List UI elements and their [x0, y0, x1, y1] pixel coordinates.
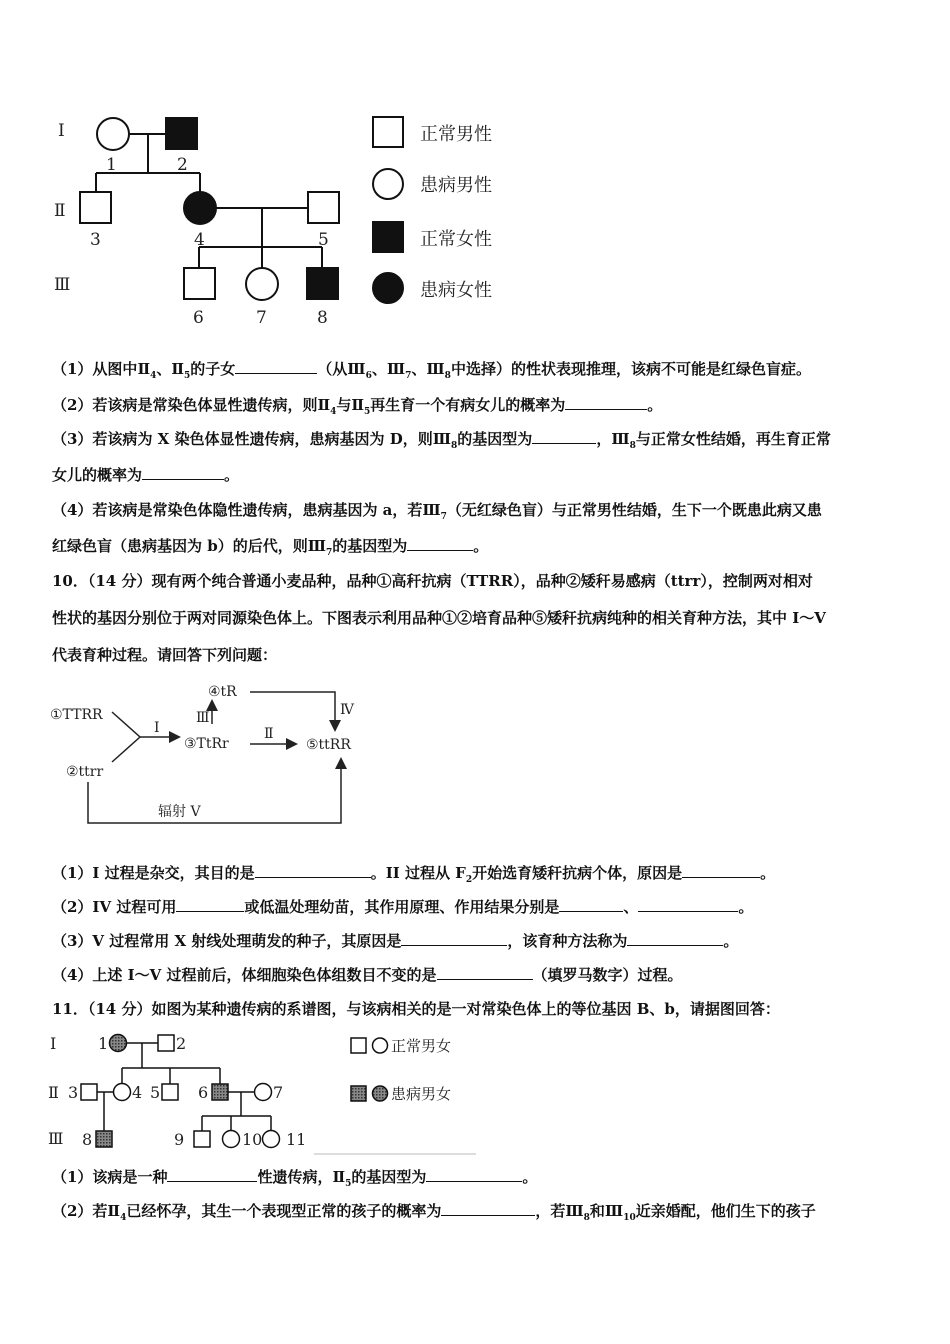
individual-II4-affected-female [184, 192, 216, 224]
legend-affected-female-symbol [373, 273, 403, 303]
gen-III: Ⅲ [48, 1129, 64, 1148]
gen-label-III: Ⅲ [54, 275, 71, 295]
q10-part2: （2）IV 过程可用 或低温处理幼苗，其作用原理、作用结果分别是 、 。 [52, 898, 754, 916]
number-1: 1 [106, 155, 117, 175]
num-11: 11 [286, 1130, 307, 1149]
q9-part4: （4）若该病是常染色体隐性遗传病，患病基因为 a，若$Ⅲ_7$（无红绿色盲）与正常男性结婚，生下一个既患此病又患 [52, 501, 822, 522]
legend-normal-male-symbol [373, 117, 403, 147]
num-8: 8 [82, 1130, 93, 1149]
answer-blank[interactable] [682, 862, 760, 878]
ind-II5-normal-male [162, 1084, 178, 1100]
ind-II6-affected-male [212, 1084, 228, 1100]
number-8: 8 [317, 308, 328, 328]
q10-line3: 代表育种过程。请回答下列问题： [52, 646, 278, 664]
process-I: I [154, 720, 160, 736]
ind-III10-normal-female [223, 1131, 240, 1148]
answer-blank[interactable] [565, 394, 647, 410]
q11-header: 11．（14 分）如图为某种遗传病的系谱图，与该病相关的是一对常染色体上的等位基因 B、b，请据图回答： [52, 1000, 780, 1018]
ind-III11-normal-female [263, 1131, 280, 1148]
answer-blank[interactable] [176, 896, 244, 912]
number-7: 7 [256, 308, 267, 328]
answer-blank[interactable] [407, 535, 473, 551]
num-4: 4 [132, 1083, 143, 1102]
number-6: 6 [193, 308, 204, 328]
legend-affected-male-symbol [351, 1086, 366, 1101]
legend-normal-male-symbol [351, 1038, 366, 1053]
gen-label-II: Ⅱ [54, 201, 66, 221]
node-4-tR: ④tR [208, 684, 237, 700]
legend-normal-female-symbol [373, 1038, 388, 1053]
ind-II4-normal-female [114, 1084, 131, 1101]
number-2: 2 [177, 155, 188, 175]
ind-I1-affected-female [110, 1035, 127, 1052]
ind-II3-normal-male [81, 1084, 97, 1100]
legend-normal-male: 正常男性 [420, 124, 492, 145]
node-2-ttrr: ②ttrr [66, 764, 104, 780]
legend-normal-female-symbol [373, 222, 403, 252]
answer-blank[interactable] [441, 1200, 535, 1216]
breeding-diagram [50, 676, 370, 826]
num-1: 1 [98, 1034, 109, 1053]
process-II: Ⅱ [264, 726, 274, 742]
number-5: 5 [318, 230, 329, 250]
num-3: 3 [68, 1083, 79, 1102]
q10-header: 10．（14 分）现有两个纯合普通小麦品种，品种①高秆抗病（TTRR），品种②矮秆易感病（ttrr），控制两对相对 [52, 572, 813, 590]
answer-blank[interactable] [167, 1166, 257, 1182]
q10-part3: （3）V 过程常用 X 射线处理萌发的种子，其原因是 ，该育种方法称为 。 [52, 932, 739, 950]
number-4: 4 [194, 230, 205, 250]
answer-blank[interactable] [638, 896, 738, 912]
answer-blank[interactable] [401, 930, 507, 946]
q10-line2: 性状的基因分别位于两对同源染色体上。下图表示利用品种①②培育品种⑤矮秆抗病纯种的相关育种方法，其中 I～V [52, 609, 826, 627]
legend-affected-label: 患病男女 [391, 1085, 452, 1103]
ind-III8-affected-male [96, 1131, 112, 1147]
num-5: 5 [150, 1083, 161, 1102]
answer-blank[interactable] [532, 428, 596, 444]
q10-part4: （4）上述 I～V 过程前后，体细胞染色体组数目不变的是 （填罗马数字）过程。 [52, 966, 683, 984]
legend-normal-label: 正常男女 [391, 1037, 452, 1055]
legend-normal-female: 正常女性 [420, 229, 492, 250]
individual-I1-normal-female [97, 118, 129, 150]
answer-blank[interactable] [235, 358, 317, 374]
individual-II3-normal-male [80, 192, 111, 223]
process-IV: Ⅳ [340, 702, 354, 718]
num-7: 7 [273, 1083, 284, 1102]
individual-III6-normal-male [184, 268, 215, 299]
q9-part2: （2）若该病是常染色体显性遗传病，则$Ⅱ_4$与$Ⅱ_5$再生育一个有病女儿的概率为 。 [52, 396, 663, 417]
answer-blank[interactable] [426, 1166, 522, 1182]
individual-I2-affected-male [166, 118, 197, 149]
q9-part3: （3）若该病为 X 染色体显性遗传病，患病基因为 D，则$Ⅲ_8$的基因型为 ，$Ⅲ_8$与正常女性结婚，再生育正常 [52, 430, 831, 451]
answer-blank[interactable] [142, 464, 224, 480]
q11-part2: （2）若$Ⅱ_4$已经怀孕，其生一个表现型正常的孩子的概率为 ，若$Ⅲ_8$和$Ⅲ_{10}$近亲婚配，他们生下的孩子 [52, 1202, 816, 1223]
num-6: 6 [198, 1083, 209, 1102]
gen-label-I: I [58, 121, 65, 141]
legend-affected-female: 患病女性 [420, 280, 492, 301]
node-3-TtRr: ③TtRr [184, 736, 229, 752]
number-3: 3 [90, 230, 101, 250]
num-9: 9 [174, 1130, 185, 1149]
node-5-ttRR: ⑤ttRR [306, 737, 351, 753]
answer-blank[interactable] [437, 964, 533, 980]
num-10: 10 [242, 1130, 263, 1149]
answer-blank[interactable] [559, 896, 623, 912]
process-V: 辐射 V [158, 804, 201, 820]
ind-I2-normal-male [158, 1035, 174, 1051]
ind-II7-normal-female [255, 1084, 272, 1101]
legend-affected-male: 患病男性 [420, 175, 492, 196]
process-III: Ⅲ [196, 710, 210, 726]
answer-blank[interactable] [255, 862, 371, 878]
individual-II5-normal-male [308, 192, 339, 223]
ind-III9-normal-male [194, 1131, 210, 1147]
q9-part4-cont: 红绿色盲（患病基因为 b）的后代，则$Ⅲ_7$的基因型为 。 [52, 537, 489, 558]
pedigree-figure-2 [46, 1028, 486, 1156]
node-1-TTRR: ①TTRR [50, 707, 103, 723]
answer-blank[interactable] [627, 930, 723, 946]
q11-part1: （1）该病是一种 性遗传病，$Ⅱ_5$的基因型为 。 [52, 1168, 538, 1189]
gen-I: I [50, 1034, 57, 1053]
legend-affected-female-symbol [373, 1086, 388, 1101]
q9-part3-cont: 女儿的概率为 。 [52, 466, 240, 484]
legend-affected-male-symbol [373, 169, 403, 199]
pedigree-figure-1 [40, 100, 540, 335]
num-2: 2 [176, 1034, 187, 1053]
individual-III7-normal-female [246, 268, 278, 300]
individual-III8-affected-male [307, 268, 338, 299]
q10-part1: （1）I 过程是杂交，其目的是 。II 过程从 $F_2$开始选育矮秆抗病个体，原因是 。 [52, 864, 776, 885]
gen-II: Ⅱ [48, 1083, 59, 1102]
q9-part1: （1）从图中$Ⅱ_4$、$Ⅱ_5$的子女 （从$Ⅲ_6$、$Ⅲ_7$、$Ⅲ_8$中选择）的性状表现推理，该病不可能是红绿色盲症。 [52, 360, 811, 381]
